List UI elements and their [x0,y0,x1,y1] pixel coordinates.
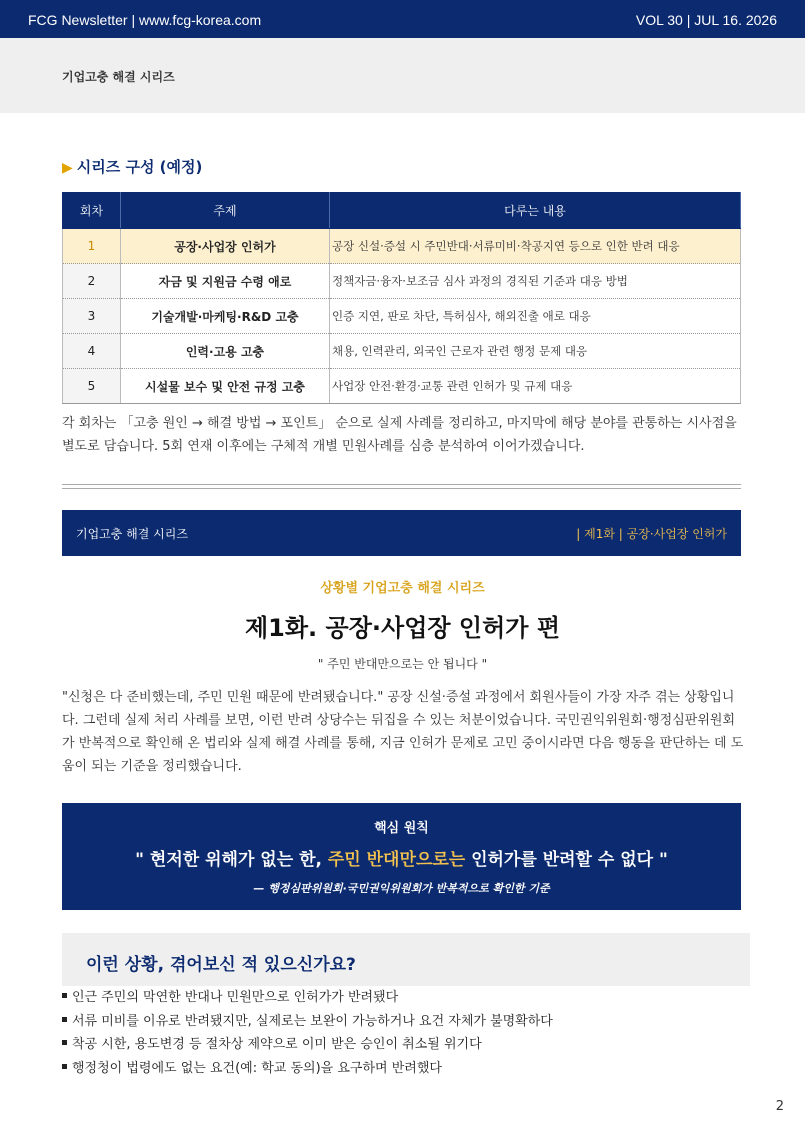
series-table [62,192,741,404]
banner-episode-label: | 제1화 | 공장·사업장 인허가 [576,527,727,541]
square-bullet-icon [62,1017,67,1022]
article-intro: "신청은 다 준비했는데, 주민 민원 때문에 반려됐습니다." 공장 신설·증설 과정에서 회원사들이 가장 자주 겪는 상황입니다. 그런데 실제 처리 사례를 보면, 이런 반려 상당수는 뒤집을 수 있는 처분이었습니다. 국민권익위원회·행정심판위원회가 반복적으로 확인해 온 법리와 실제 해결 사례를 통해, 지금 인허가 문제로 고민 중이시라면 다음 행동을 판단하는 데 도움이 되는 기준을 정리했습니다. [62,690,744,774]
principle-source: — 행정심판위원회·국민권익위원회가 반복적으로 확인한 기준 [253,882,550,895]
list-item-text: 착공 시한, 용도변경 등 절차상 제약으로 이미 받은 승인이 취소될 위기다 [72,1037,482,1052]
episode-topic: 자금 및 지원금 수령 애로 [121,264,330,299]
list-item-text: 서류 미비를 이유로 반려됐지만, 실제로는 보완이 가능하거나 요건 자체가 불명확하다 [72,1013,553,1029]
episode-number: 5 [63,369,121,404]
series-note: 각 회차는 「고충 원인 → 해결 방법 → 포인트」 순으로 실제 사례를 정리하고, 마지막에 해당 분야를 관통하는 시사점을 별도로 담습니다. 5회 연재 이후에는 구체적 개별 민원사례를 심층 분석하여 이어가겠습니다. [62,416,737,454]
list-item [62,1033,553,1057]
section-title-text: 시리즈 구성 (예정) [76,158,203,176]
square-bullet-icon [62,1064,67,1069]
principle-quote-start: " 현저한 위해가 없는 한, [135,850,328,870]
situations-header [62,926,750,986]
page-number: 2 [775,1099,784,1114]
core-principle-box [62,803,741,910]
article-headline: 제1화. 공장·사업장 인허가 편 [244,614,561,642]
episode-content: 공장 신설·증설 시 주민반대·서류미비·착공지연 등으로 인한 반려 대응 [330,229,741,264]
episode-content: 인증 지연, 판로 차단, 특허심사, 해외진출 애로 대응 [330,299,741,334]
episode-content: 사업장 안전·환경·교통 관련 인허가 및 규제 대응 [330,369,741,404]
table-row [63,229,741,264]
principle-quote-accent: 주민 반대만으로는 [327,850,466,870]
principle-quote-end: 인허가를 반려할 수 없다 " [465,850,668,870]
banner-series-label: 기업고충 해결 시리즈 [76,527,188,541]
column-header: 주제 [121,193,330,229]
table-row [63,264,741,299]
list-item-text: 행정청이 법령에도 없는 요건(예: 학교 동의)을 요구하며 반려했다 [72,1060,442,1076]
episode-topic: 시설물 보수 및 안전 규정 고충 [121,369,330,404]
column-header: 회차 [63,193,121,229]
section-title [62,156,202,177]
column-header: 다루는 내용 [330,193,741,229]
article-subquote: " 주민 반대만으로는 안 됩니다 " [317,657,488,671]
table-row [63,369,741,404]
episode-number: 2 [63,264,121,299]
series-label: 기업고충 해결 시리즈 [62,70,175,84]
article-kicker: 상황별 기업고충 해결 시리즈 [320,581,485,596]
principle-heading: 핵심 원칙 [374,821,429,836]
episode-number: 1 [63,229,121,264]
double-divider [62,484,741,489]
situations-list [62,986,553,1080]
series-subheader [0,38,805,113]
episode-number: 4 [63,334,121,369]
table-row [63,334,741,369]
triangle-bullet-icon: ▶ [62,160,73,176]
square-bullet-icon [62,1040,67,1045]
episode-topic: 인력·고용 고충 [121,334,330,369]
episode-banner [62,510,741,556]
episode-number: 3 [63,299,121,334]
episode-content: 정책자금·융자·보조금 심사 과정의 경직된 기준과 대응 방법 [330,264,741,299]
list-item [62,986,553,1010]
header-bar [0,0,805,38]
list-item-text: 인근 주민의 막연한 반대나 민원만으로 인허가가 반려됐다 [72,990,399,1005]
list-item [62,1057,553,1081]
issue-info: VOL 30 | JUL 16. 2026 [635,12,777,28]
principle-quote [62,845,741,870]
episode-topic: 기술개발·마케팅·R&D 고충 [121,299,330,334]
newsletter-site: FCG Newsletter | www.fcg-korea.com [28,12,262,28]
situations-title: 이런 상황, 겪어보신 적 있으신가요? [86,955,356,975]
episode-topic: 공장·사업장 인허가 [121,229,330,264]
square-bullet-icon [62,993,67,998]
table-header-row [63,193,741,229]
table-row [63,299,741,334]
episode-content: 채용, 인력관리, 외국인 근로자 관련 행정 문제 대응 [330,334,741,369]
list-item [62,1010,553,1034]
